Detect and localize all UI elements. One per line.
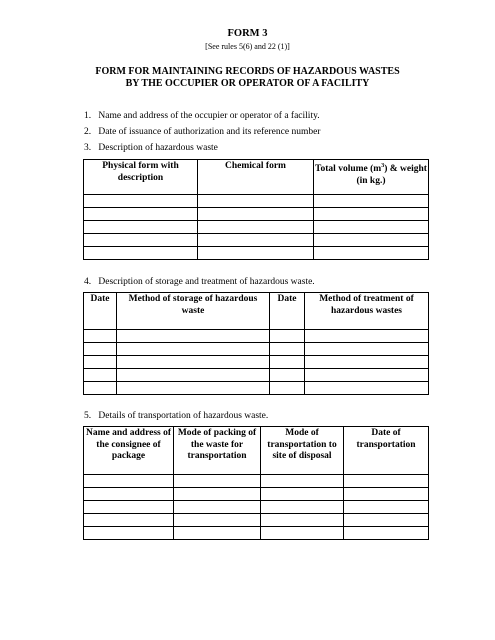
header-date: Date — [270, 293, 305, 330]
table-cell[interactable] — [305, 382, 429, 395]
table-header-row — [84, 293, 429, 330]
table-cell[interactable] — [270, 330, 305, 343]
table-cell[interactable] — [270, 382, 305, 395]
table-cell[interactable] — [344, 501, 429, 514]
table-cell[interactable] — [84, 475, 174, 488]
table-row — [84, 501, 429, 514]
table-header-row — [84, 427, 429, 475]
table-cell[interactable] — [344, 488, 429, 501]
table-cell[interactable] — [344, 527, 429, 540]
item-number: 4. — [84, 277, 92, 287]
table-row — [84, 527, 429, 540]
table-cell[interactable] — [270, 343, 305, 356]
table-row — [84, 221, 429, 234]
item-number: 1. — [84, 111, 92, 121]
form-heading — [0, 66, 495, 90]
table-cell[interactable] — [117, 369, 270, 382]
table-cell[interactable] — [84, 221, 198, 234]
table-cell[interactable] — [198, 208, 314, 221]
transportation-table — [83, 426, 429, 540]
table-cell[interactable] — [305, 356, 429, 369]
table-cell[interactable] — [270, 369, 305, 382]
header-total-volume-post: ) & weight (in kg.) — [356, 164, 427, 186]
table-cell[interactable] — [314, 195, 429, 208]
table-cell[interactable] — [344, 514, 429, 527]
item-3 — [84, 143, 218, 153]
header-total-volume-sup: 3 — [381, 163, 385, 169]
table-cell[interactable] — [84, 195, 198, 208]
item-text: Date of issuance of authorization and its reference number — [98, 127, 321, 137]
table-cell[interactable] — [305, 369, 429, 382]
header-date: Date — [84, 293, 117, 330]
table-cell[interactable] — [344, 475, 429, 488]
table-cell[interactable] — [261, 501, 344, 514]
table-cell[interactable] — [84, 247, 198, 260]
table-cell[interactable] — [84, 234, 198, 247]
table-cell[interactable] — [84, 343, 117, 356]
table-cell[interactable] — [261, 488, 344, 501]
table-cell[interactable] — [174, 514, 261, 527]
table-cell[interactable] — [174, 527, 261, 540]
item-text: Description of hazardous waste — [98, 143, 218, 153]
table-cell[interactable] — [117, 382, 270, 395]
table-cell[interactable] — [84, 208, 198, 221]
header-transport-date: Date of transportation — [344, 427, 429, 475]
table-row — [84, 488, 429, 501]
header-treatment-method: Method of treatment of hazardous wastes — [305, 293, 429, 330]
table-cell[interactable] — [261, 527, 344, 540]
item-text: Name and address of the occupier or operator of a facility. — [98, 111, 320, 121]
header-total-volume — [314, 160, 429, 195]
item-4 — [84, 277, 315, 287]
form-heading-line1: FORM FOR MAINTAINING RECORDS OF HAZARDOUS WASTES — [95, 66, 400, 77]
form-subtitle: [See rules 5(6) and 22 (1)] — [205, 42, 290, 51]
table-cell[interactable] — [198, 234, 314, 247]
table-cell[interactable] — [84, 488, 174, 501]
table-cell[interactable] — [117, 330, 270, 343]
table-cell[interactable] — [314, 247, 429, 260]
table-row — [84, 382, 429, 395]
storage-treatment-table — [83, 292, 429, 395]
table-cell[interactable] — [84, 382, 117, 395]
table-row — [84, 195, 429, 208]
table-cell[interactable] — [174, 488, 261, 501]
table-row — [84, 356, 429, 369]
table-cell[interactable] — [198, 221, 314, 234]
header-storage-method: Method of storage of hazardous waste — [117, 293, 270, 330]
form-heading-line2: BY THE OCCUPIER OR OPERATOR OF A FACILITY — [125, 78, 370, 89]
table-cell[interactable] — [305, 330, 429, 343]
item-number: 5. — [84, 411, 92, 421]
header-packing-mode: Mode of packing of the waste for transportation — [174, 427, 261, 475]
header-total-volume-pre: Total volume (m — [315, 164, 382, 174]
header-chemical-form: Chemical form — [198, 160, 314, 195]
item-2 — [84, 127, 320, 137]
table-cell[interactable] — [314, 221, 429, 234]
table-row — [84, 247, 429, 260]
header-transport-mode: Mode of transportation to site of disposal — [261, 427, 344, 475]
item-1 — [84, 111, 320, 121]
table-cell[interactable] — [117, 356, 270, 369]
form-title: FORM 3 — [227, 28, 268, 39]
item-text: Description of storage and treatment of hazardous waste. — [98, 277, 315, 287]
table-row — [84, 369, 429, 382]
table-cell[interactable] — [270, 356, 305, 369]
table-cell[interactable] — [117, 343, 270, 356]
header-physical-form: Physical form with description — [84, 160, 198, 195]
table-row — [84, 514, 429, 527]
item-number: 2. — [84, 127, 92, 137]
table-cell[interactable] — [174, 475, 261, 488]
table-header-row — [84, 160, 429, 195]
item-number: 3. — [84, 143, 92, 153]
table-cell[interactable] — [84, 527, 174, 540]
table-cell[interactable] — [84, 501, 174, 514]
table-cell[interactable] — [84, 514, 174, 527]
table-cell[interactable] — [305, 343, 429, 356]
item-text: Details of transportation of hazardous waste. — [98, 411, 269, 421]
table-cell[interactable] — [198, 247, 314, 260]
item-5 — [84, 411, 268, 421]
table-row — [84, 343, 429, 356]
table-cell[interactable] — [84, 356, 117, 369]
table-cell[interactable] — [84, 330, 117, 343]
header-consignee: Name and address of the consignee of package — [84, 427, 174, 475]
table-cell[interactable] — [198, 195, 314, 208]
table-cell[interactable] — [314, 208, 429, 221]
table-cell[interactable] — [174, 501, 261, 514]
table-row — [84, 234, 429, 247]
hazardous-waste-table — [83, 159, 429, 260]
table-cell[interactable] — [84, 369, 117, 382]
table-row — [84, 208, 429, 221]
table-cell[interactable] — [314, 234, 429, 247]
table-row — [84, 475, 429, 488]
table-cell[interactable] — [261, 475, 344, 488]
table-cell[interactable] — [261, 514, 344, 527]
table-row — [84, 330, 429, 343]
